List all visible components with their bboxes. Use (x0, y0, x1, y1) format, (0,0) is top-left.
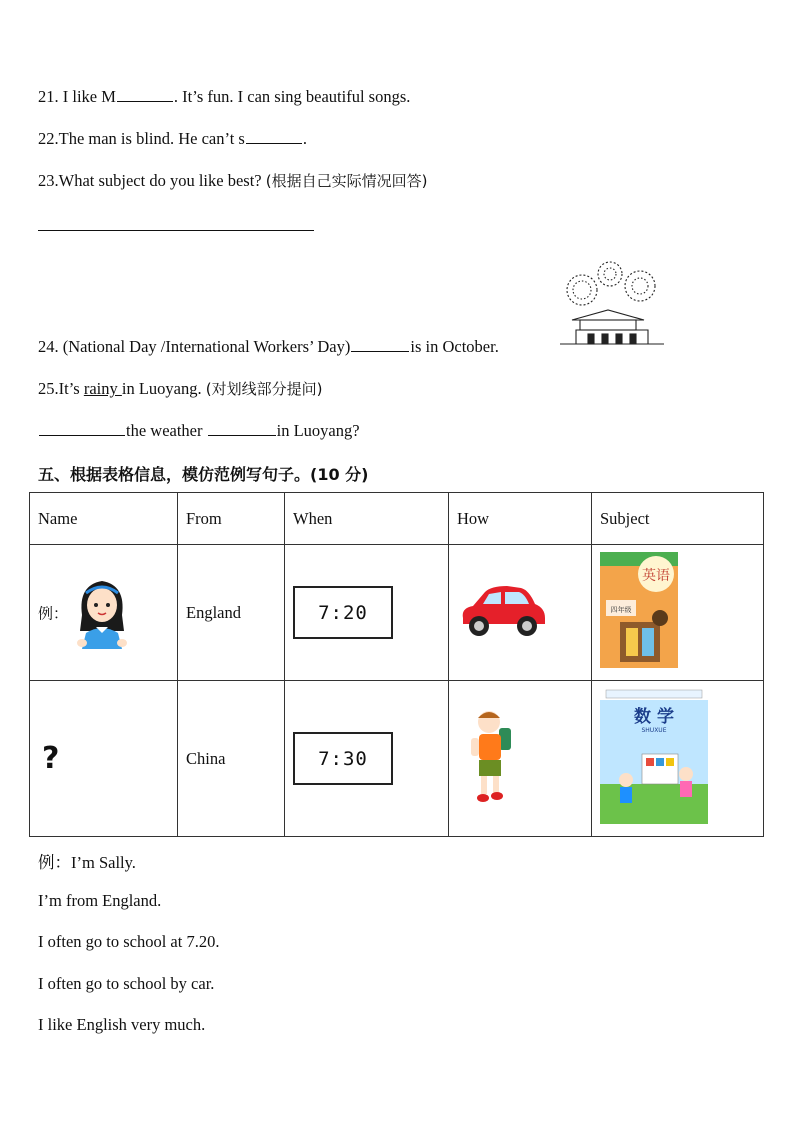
question-text: What subject do you like best? (58, 171, 262, 190)
book-subtitle: SHUXUE (641, 727, 667, 734)
question-text: . It’s fun. I can sing beautiful songs. (173, 87, 411, 106)
question-24 (38, 337, 499, 357)
from-cell: England (178, 545, 285, 681)
header-name: Name (30, 493, 178, 545)
question-note: (对划线部分提问) (205, 380, 323, 398)
example-text: I often go to school by car. (38, 974, 215, 993)
header-subject: Subject (592, 493, 764, 545)
header-how: How (449, 493, 592, 545)
question-text: (National Day /International Workers’ Day) (58, 337, 351, 356)
question-text: . (302, 129, 307, 148)
example-sentence (38, 849, 136, 873)
from-cell: China (178, 681, 285, 837)
girl-avatar (72, 575, 132, 651)
question-23 (38, 170, 427, 191)
section-heading: 五、根据表格信息，模仿范例写句子。(10 分) (38, 465, 369, 484)
how-cell (449, 681, 592, 837)
info-table (29, 492, 764, 837)
example-sentence (38, 891, 161, 911)
question-text: in Luoyang? (276, 421, 360, 440)
answer-blank[interactable] (39, 421, 125, 436)
book-grade: 四年级 (610, 606, 632, 614)
header-from: From (178, 493, 285, 545)
subject-cell (592, 545, 764, 681)
example-sentence (38, 932, 219, 952)
name-cell (30, 681, 178, 837)
example-sentence (38, 1015, 205, 1035)
book-title: 英语 (642, 568, 670, 584)
clock-display: 7:30 (293, 732, 393, 785)
subject-cell (592, 681, 764, 837)
math-textbook-image (600, 688, 708, 824)
how-cell (449, 545, 592, 681)
table-row (30, 681, 764, 837)
clock-display: 7:20 (293, 586, 393, 639)
when-cell (285, 681, 449, 837)
question-text: The man is blind. He can’t s (58, 129, 245, 148)
example-text: 例：I’m Sally. (38, 853, 136, 872)
unknown-name: ? (42, 741, 60, 776)
question-text: It’s (58, 379, 84, 398)
answer-blank[interactable] (208, 421, 276, 436)
question-21 (38, 87, 410, 107)
question-number: 22. (38, 129, 59, 148)
when-cell (285, 545, 449, 681)
answer-blank[interactable] (117, 87, 173, 102)
question-text: the weather (126, 421, 207, 440)
question-note: (根据自己实际情况回答) (265, 172, 428, 190)
english-textbook-image (600, 552, 678, 668)
example-prefix: 例： (38, 604, 69, 622)
question-number: 25. (38, 379, 59, 398)
walking-boy-image (461, 706, 521, 806)
question-25 (38, 378, 322, 399)
question-text: I like M (58, 87, 116, 106)
question-22 (38, 129, 307, 149)
tiananmen-fireworks-image (558, 258, 666, 346)
example-text: I like English very much. (38, 1015, 206, 1034)
question-number: 24. (38, 337, 59, 356)
car-image (457, 580, 549, 640)
table-row (30, 545, 764, 681)
question-text: is in October. (410, 337, 499, 356)
example-sentence (38, 974, 214, 994)
example-text: I’m from England. (38, 891, 162, 910)
answer-line[interactable] (38, 230, 314, 231)
question-25-answer (38, 421, 360, 441)
question-text: in Luoyang. (121, 379, 206, 398)
table-header-row (30, 493, 764, 545)
book-title: 数 学 (634, 707, 674, 727)
answer-blank[interactable] (351, 337, 409, 352)
answer-blank[interactable] (246, 129, 302, 144)
header-when: When (285, 493, 449, 545)
name-cell (30, 545, 178, 681)
example-text: I often go to school at 7.20. (38, 932, 220, 951)
question-number: 21. (38, 87, 59, 106)
question-number: 23. (38, 171, 59, 190)
underlined-word: rainy (83, 379, 122, 398)
